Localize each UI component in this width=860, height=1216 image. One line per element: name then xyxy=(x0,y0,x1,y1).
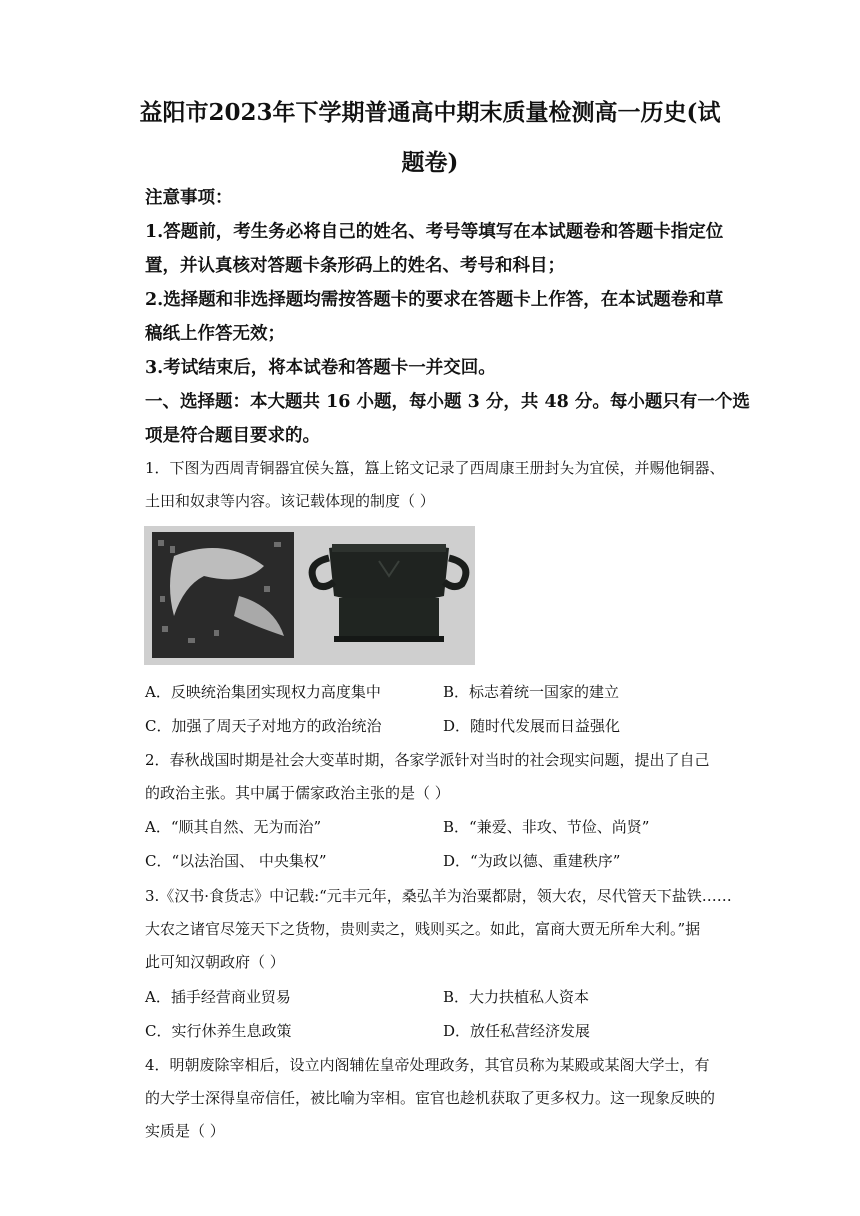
option-d: D．随时代发展而日益强化 xyxy=(443,717,621,735)
option-d: D．放任私营经济发展 xyxy=(443,1022,591,1040)
inscription-rubbing xyxy=(152,532,294,658)
title-line-2: 题卷) xyxy=(401,149,459,176)
option-c: C．加强了周天子对地方的政治统治 xyxy=(145,717,382,735)
question-2-stem: 2．春秋战国时期是社会大变革时期，各家学派针对当时的社会现实问题，提出了自己 xyxy=(145,751,710,769)
title-line-1: 益阳市2023年下学期普通高中期末质量检测高一历史(试 xyxy=(139,99,721,126)
question-4-stem: 4．明朝废除宰相后，设立内阁辅佐皇帝处理政务，其官员称为某殿或某阁大学士，有 xyxy=(145,1056,710,1074)
notice-heading: 注意事项： xyxy=(145,188,233,208)
bronze-gui-image xyxy=(144,526,475,665)
option-a: A．插手经营商业贸易 xyxy=(145,988,291,1006)
option-b: B．大力扶植私人资本 xyxy=(443,988,590,1006)
option-d: D．“为政以德、重建秩序” xyxy=(443,852,621,870)
section-heading-line: 项是符合题目要求的。 xyxy=(145,426,320,446)
question-3-stem: 3.《汉书·食货志》中记载:“元丰元年，桑弘羊为治粟都尉，领大农，尽代管天下盐铁…… xyxy=(145,887,732,905)
notice-line: 置，并认真核对答题卡条形码上的姓名、考号和科目； xyxy=(145,256,565,276)
question-4-stem: 实质是（ ） xyxy=(145,1122,225,1140)
notice-line: 3.考试结束后，将本试卷和答题卡一并交回。 xyxy=(145,358,496,378)
option-b: B．标志着统一国家的建立 xyxy=(443,683,620,701)
option-c: C．实行休养生息政策 xyxy=(145,1022,292,1040)
question-4-stem: 的大学士深得皇帝信任，被比喻为宰相。宦官也趁机获取了更多权力。这一现象反映的 xyxy=(145,1089,716,1107)
notice-line: 2.选择题和非选择题均需按答题卡的要求在答题卡上作答，在本试题卷和草 xyxy=(145,290,724,310)
question-1-stem: 1．下图为西周青铜器宜侯夨簋，簋上铭文记录了西周康王册封夨为宜侯，并赐他铜器、 xyxy=(145,459,725,477)
option-a: A．反映统治集团实现权力高度集中 xyxy=(145,683,381,701)
option-b: B．“兼爱、非攻、节俭、尚贤” xyxy=(443,818,650,836)
notice-line: 稿纸上作答无效； xyxy=(145,324,285,344)
question-1-stem: 土田和奴隶等内容。该记载体现的制度（ ） xyxy=(145,492,435,510)
option-a: A．“顺其自然、无为而治” xyxy=(145,818,322,836)
option-c: C．“以法治国、 中央集权” xyxy=(145,852,327,870)
question-2-stem: 的政治主张。其中属于儒家政治主张的是（ ） xyxy=(145,784,450,802)
question-3-stem: 大农之诸官尽笼天下之货物，贵则卖之，贱则买之。如此，富商大贾无所牟大利。”据 xyxy=(145,920,701,938)
bronze-gui-figure xyxy=(144,526,475,665)
section-heading-line: 一、选择题：本大题共 16 小题，每小题 3 分，共 48 分。每小题只有一个选 xyxy=(145,392,750,412)
question-3-stem: 此可知汉朝政府（ ） xyxy=(145,953,285,971)
notice-line: 1.答题前，考生务必将自己的姓名、考号等填写在本试题卷和答题卡指定位 xyxy=(145,222,724,242)
exam-title xyxy=(120,88,740,188)
